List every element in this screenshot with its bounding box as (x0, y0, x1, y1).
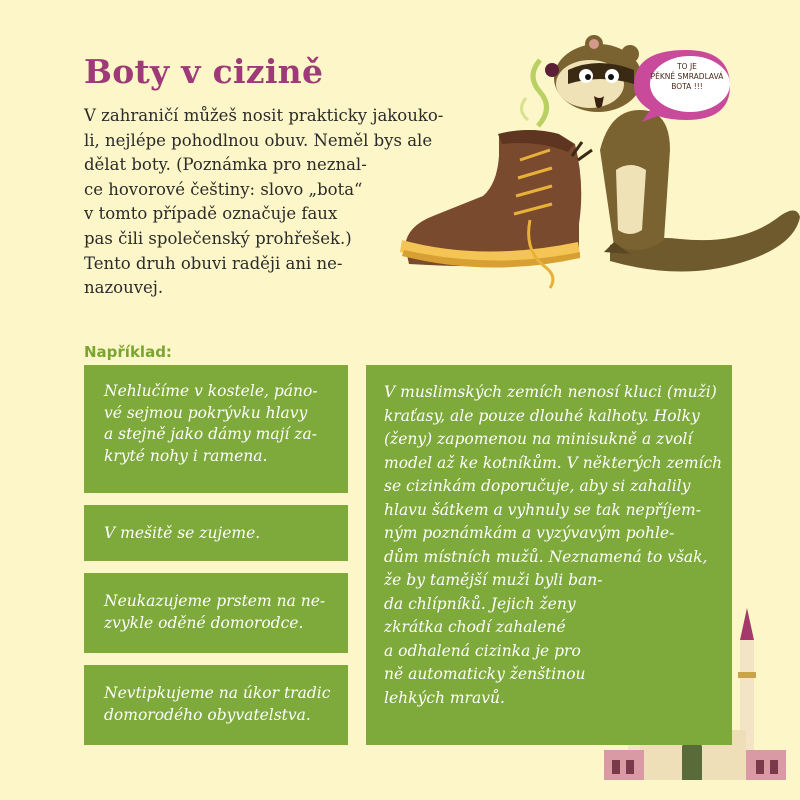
box-line: V muslimských zemích nenosí kluci (muži) (384, 383, 717, 401)
box-line: a stejně jako dámy mají za- (104, 425, 317, 443)
intro-line: Tento druh obuvi raději ani ne- (84, 253, 343, 273)
box-line: kraťasy, ale pouze dlouhé kalhoty. Holky (384, 406, 700, 425)
box-line: kryté nohy i ramena. (104, 446, 268, 465)
speech-bubble-line: BOTA !!! (671, 82, 703, 91)
box-line: dům místních mužů. Neznamená to však, (384, 547, 708, 566)
example-box-mosque (84, 505, 348, 561)
box-line: zkrátka chodí zahalené (384, 618, 566, 636)
box-line: ně automaticky ženštinou (384, 665, 586, 683)
example-box-traditions (84, 665, 348, 745)
page-title: Boty v cizině (84, 52, 324, 91)
box-line: V mešitě se zujeme. (104, 524, 261, 542)
speech-bubble-line: TO JE (677, 62, 697, 71)
intro-line: V zahraničí můžeš nosit prakticky jakouko- (84, 106, 444, 125)
intro-line: v tomto případě označuje faux (84, 204, 338, 224)
intro-line: pas čili společenský prohřešek.) (84, 228, 352, 248)
box-line: ným poznámkám a vyzývavým pohle- (384, 524, 675, 542)
box-line: da chlípníků. Jejich ženy (384, 594, 576, 613)
intro-line: ce hovorové češtiny: slovo „bota“ (84, 179, 363, 199)
box-line: Nehlučíme v kostele, páno- (104, 382, 318, 400)
example-label: Například: (84, 343, 172, 361)
box-line: vé sejmou pokrývku hlavy (104, 403, 308, 422)
box-line: zvykle oděné domorodce. (104, 613, 304, 632)
box-line: se cizinkám doporučuje, aby si zahalily (384, 477, 691, 495)
smelly-boot-illustration (400, 60, 581, 288)
box-line: Nevtipkujeme na úkor tradic (104, 684, 331, 702)
box-line: hlavu šátkem a vyhnuly se tak nepříjem- (384, 500, 701, 519)
box-line: lehkých mravů. (384, 688, 505, 707)
box-line: že by tamější muži byli ban- (384, 571, 603, 589)
box-line: model až ke kotníkům. V některých zemích (384, 453, 723, 472)
speech-bubble-line: PĚKNĚ SMRADLAVÁ (650, 72, 724, 81)
box-line: (ženy) zapomenou na minisukně a zvolí (384, 430, 693, 448)
intro-line: nazouvej. (84, 278, 164, 298)
box-line: a odhalená cizinka je pro (384, 641, 581, 660)
example-box-muslim-countries (366, 365, 732, 745)
box-line: domorodého obyvatelstva. (104, 705, 311, 724)
box-line: Neukazujeme prstem na ne- (104, 592, 326, 610)
intro-line: dělat boty. (Poznámka pro neznal- (84, 155, 367, 175)
intro-line: li, nejlépe pohodlnou obuv. Neměl bys ale (84, 130, 433, 150)
speech-bubble-text (648, 62, 726, 92)
example-box-church (84, 365, 348, 493)
example-box-pointing (84, 573, 348, 653)
